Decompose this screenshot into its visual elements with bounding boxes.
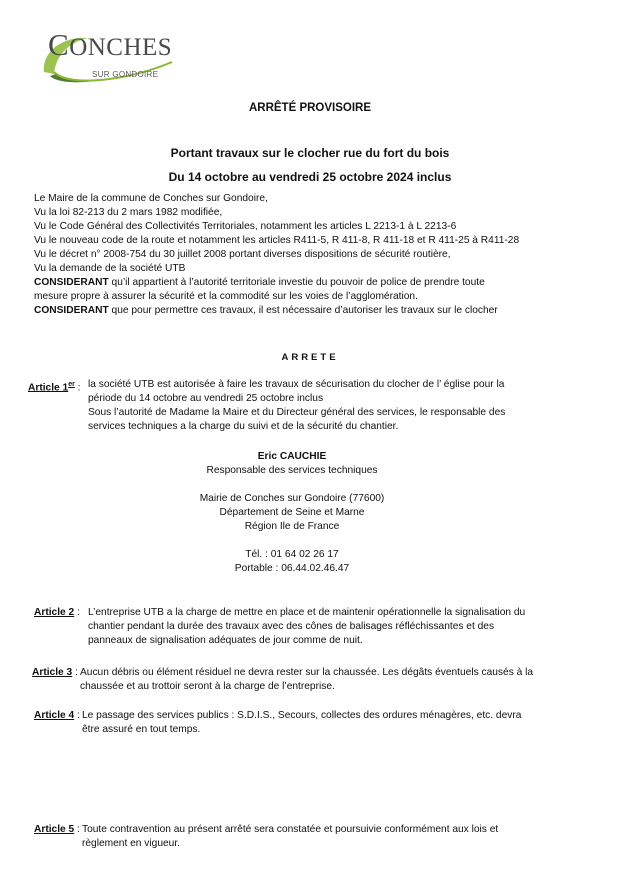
mobile-number: Portable : 06.44.02.46.47 xyxy=(234,563,350,574)
preamble-line: Vu le nouveau code de la route et notamment les articles R411-5, R 411-8, R 411-18 et R 411-25 à R411-28 xyxy=(34,235,520,246)
article-3-label: Article 3 : xyxy=(32,667,78,678)
preamble-line: Vu la loi 82-213 du 2 mars 1982 modifiée, xyxy=(34,207,223,218)
arrete-heading: ARRETE xyxy=(281,352,339,363)
address-line: Mairie de Conches sur Gondoire (77600) xyxy=(199,493,385,504)
preamble-line: Vu le décret n° 2008-754 du 30 juillet 2008 portant diverses dispositions de sécurité routière, xyxy=(34,249,451,260)
article-2-label: Article 2 : xyxy=(34,607,80,618)
article-2-body: L’entreprise UTB a la charge de mettre en place et de maintenir opérationnelle la signalisation du chantier pendant la durée des travaux avec des cônes de balisages réfléchissantes et des panneaux de signalisation adéquates de jour comme de nuit. xyxy=(88,607,526,646)
document-subtitle: Portant travaux sur le clocher rue du fort du bois xyxy=(170,146,450,160)
signature-block xyxy=(0,450,584,576)
phone-number: Tél. : 01 64 02 26 17 xyxy=(245,549,339,560)
preamble-line: Vu le Code Général des Collectivités Territoriales, notamment les articles L 2213-1 à L 2213-6 xyxy=(34,221,457,232)
logo-subtitle: SUR GONDOIRE xyxy=(92,70,159,79)
preamble-line: Le Maire de la commune de Conches sur Gondoire, xyxy=(34,193,268,204)
article-1-body: la société UTB est autorisée à faire les travaux de sécurisation du clocher de l’ église pour la période du 14 octobre au vendredi 25 octobre inclus Sous l’autorité de Madame la Maire et du Directeur général des services, le responsable des services techniques a la charge du suivi et de la sécurité du chantier. xyxy=(88,379,506,432)
article-4-body: Le passage des services publics : S.D.I.S., Secours, collectes des ordures ménagères, etc. devra être assuré en tout temps. xyxy=(82,710,522,735)
address-line: Département de Seine et Marne xyxy=(219,507,365,518)
signatory-role: Responsable des services techniques xyxy=(206,465,378,476)
article-1-label: Article 1er : xyxy=(28,381,81,394)
commune-logo xyxy=(40,27,180,90)
article-3-body: Aucun débris ou élément résiduel ne devra rester sur la chaussée. Les dégâts éventuels causés à la chaussée et au trottoir seront à la charge de l’entreprise. xyxy=(80,667,534,692)
address-line: Région Ile de France xyxy=(244,521,340,532)
article-5-label: Article 5 : xyxy=(34,824,80,835)
considerant-1: CONSIDERANT qu’il appartient à l’autorité territoriale investie du pouvoir de police de prendre toute xyxy=(34,277,485,288)
article-5-body: Toute contravention au présent arrêté sera constatée et poursuivie conformément aux lois et règlement en vigueur. xyxy=(82,824,499,849)
article-4-label: Article 4 : xyxy=(34,710,80,721)
signatory-name: Eric CAUCHIE xyxy=(257,451,327,462)
preamble-line: Vu la demande de la société UTB xyxy=(34,263,186,274)
considerant-2: CONSIDERANT que pour permettre ces travaux, il est nécessaire d’autoriser les travaux sur le clocher xyxy=(34,305,498,316)
preamble xyxy=(34,192,550,318)
considerant-1-cont: mesure propre à assurer la sécurité et la commodité sur les voies de l’agglomération. xyxy=(34,291,418,302)
document-title: ARRÊTÉ PROVISOIRE xyxy=(248,102,372,114)
logo-wordmark: CONCHES xyxy=(48,27,173,62)
document-dates: Du 14 octobre au vendredi 25 octobre 2024 inclus xyxy=(168,170,452,184)
